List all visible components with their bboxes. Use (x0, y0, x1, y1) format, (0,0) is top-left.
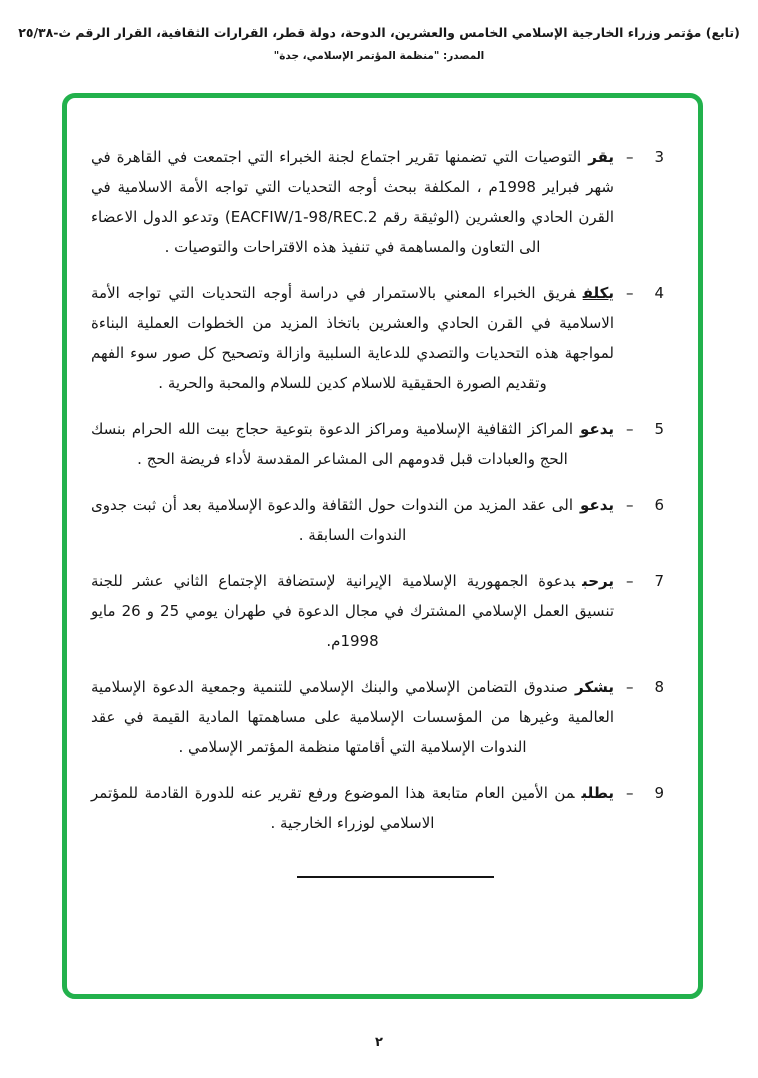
item-lead-word: يقر (588, 148, 614, 166)
item-lead-word: يشكر (575, 678, 614, 696)
item-number (626, 672, 664, 762)
item-body-text: المراكز الثقافية الإسلامية ومراكز الدعوة بتوعية حجاج بيت الله الحرام بنسك الحج والعبادات قبل قدومهم الى المشاعر المقدسة لأداء فريضة الحج . (91, 420, 574, 468)
item-lead-word: يدعو (580, 496, 614, 514)
resolution-item-4 (91, 278, 664, 398)
item-text (91, 778, 614, 838)
item-number-dash: – (626, 784, 634, 802)
item-number (626, 278, 664, 398)
item-lead-word: يدعو (580, 420, 614, 438)
document-title-line (0, 25, 758, 40)
item-number-value: 9 (654, 784, 664, 802)
item-number-dash: – (626, 420, 634, 438)
item-text (91, 414, 614, 474)
resolution-item-5 (91, 414, 664, 474)
item-body-text: صندوق التضامن الإسلامي والبنك الإسلامي للتنمية وجمعية الدعوة الإسلامية العالمية وغيرها من المؤسسات الإسلامية على مساهمتها المادية القيمة في عقد الندوات الإسلامية التي أقامتها منظمة المؤتمر الإسلامي . (91, 678, 614, 756)
content-border-box (62, 93, 703, 999)
document-source-line: المصدر: "منظمة المؤتمر الإسلامي، جدة" (273, 50, 485, 62)
item-text (91, 490, 614, 550)
item-number-dash: – (626, 284, 634, 302)
resolution-number: ٢٥/٣٨-ث (18, 25, 72, 40)
item-number-dash: – (626, 148, 634, 166)
item-number-dash: – (626, 496, 634, 514)
resolution-item-7 (91, 566, 664, 656)
item-number (626, 566, 664, 656)
item-number-value: 5 (654, 420, 664, 438)
item-body-text: التوصيات التي تضمنها تقرير اجتماع لجنة الخبراء التي اجتمعت في القاهرة في شهر فبراير 1998م ، المكلفة ببحث أوجه التحديات التي تواجه الأمة الاسلامية في القرن الحادي والعشرين (الوثيقة رقم EACFIW/1-98/REC.2) وتدعو الدول الاعضاء الى التعاون والمساهمة في تنفيذ هذه الاقتراحات والتوصيات . (91, 148, 614, 256)
item-number (626, 414, 664, 474)
item-number (626, 778, 664, 838)
item-text (91, 278, 614, 398)
resolution-item-8 (91, 672, 664, 762)
resolution-item-9 (91, 778, 664, 838)
item-number-value: 4 (654, 284, 664, 302)
item-lead-word: يطلب (581, 784, 614, 802)
item-number-value: 8 (654, 678, 664, 696)
item-text (91, 566, 614, 656)
item-text (91, 142, 614, 262)
resolution-item-6 (91, 490, 664, 550)
signature-divider (297, 876, 494, 878)
item-text (91, 672, 614, 762)
item-number-value: 7 (654, 572, 664, 590)
item-body-text: بدعوة الجمهورية الإسلامية الإيرانية لإستضافة الإجتماع الثاني عشر للجنة تنسيق العمل الإسلامي المشترك في مجال الدعوة في طهران يومي 25 و 26 مايو 1998م. (91, 572, 615, 650)
item-number-dash: – (626, 678, 634, 696)
item-number (626, 142, 664, 262)
document-header (0, 0, 758, 62)
item-body-text: فريق الخبراء المعني بالاستمرار في دراسة أوجه التحديات التي تواجه الأمة الاسلامية في القرن الحادي والعشرين باتخاذ المزيد من الخطوات العملية البناءة لمواجهة هذه التحديات والتصدي للدعاية السلبية وازالة وتصحيح كل صور سوء الفهم وتقديم الصورة الحقيقية للاسلام كدين للسلام والمحبة والحرية . (91, 284, 614, 392)
page-number: ٢ (375, 1035, 383, 1050)
resolution-list (67, 98, 698, 838)
item-number-value: 6 (654, 496, 664, 514)
resolution-item-3 (91, 142, 664, 262)
item-lead-word: يرحب (582, 572, 614, 590)
item-lead-word: يكلف (582, 284, 614, 302)
item-number-value: 3 (654, 148, 664, 166)
item-body-text: من الأمين العام متابعة هذا الموضوع ورفع تقرير عنه للدورة القادمة للمؤتمر الاسلامي لوزراء الخارجية . (91, 784, 575, 832)
item-body-text: الى عقد المزيد من الندوات حول الثقافة والدعوة الإسلامية بعد أن ثبت جدوى الندوات السابقة . (91, 496, 574, 544)
item-number (626, 490, 664, 550)
item-number-dash: – (626, 572, 634, 590)
document-title-text: (تابع) مؤتمر وزراء الخارجية الإسلامي الخامس والعشرين، الدوحة، دولة قطر، القرارات الثقافية، القرار الرقم (75, 25, 740, 40)
